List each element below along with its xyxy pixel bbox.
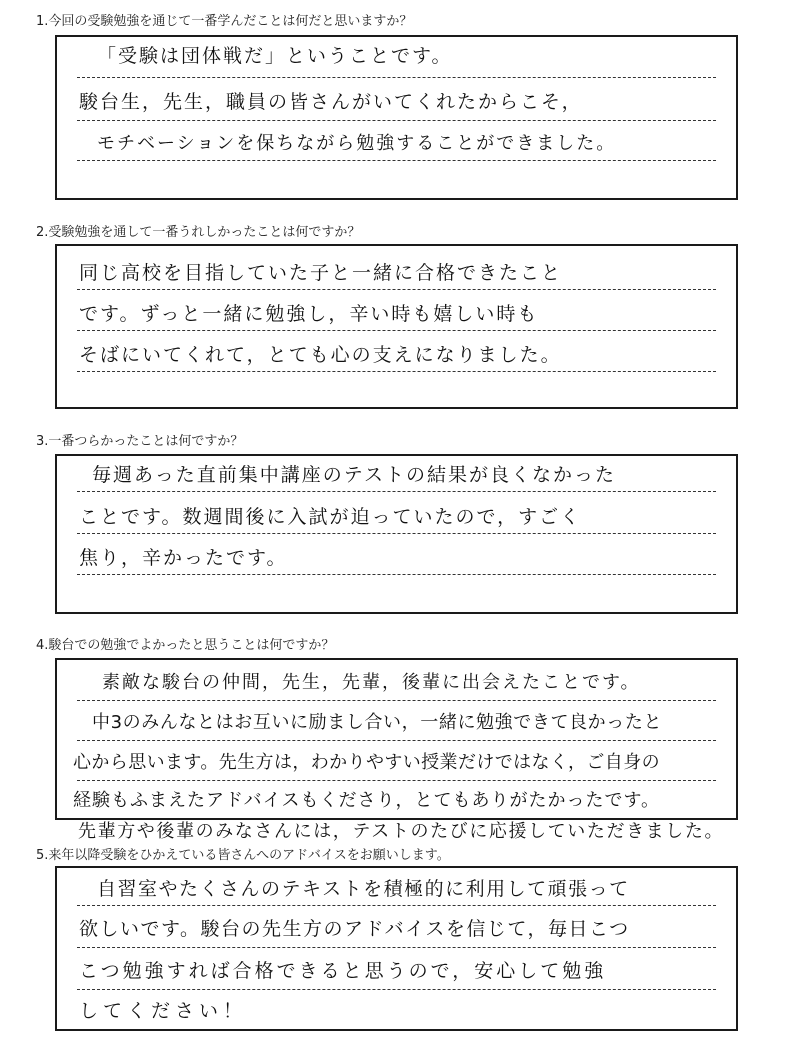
question-1-label: 1.今回の受験勉強を通じて一番学んだことは何だと思いますか？ bbox=[36, 14, 413, 29]
answer-box-5 bbox=[55, 866, 738, 1031]
answer-3-line-2: ことです。数週間後に入試が迫っていたので，すごく bbox=[79, 506, 582, 528]
rule-line bbox=[77, 491, 716, 492]
answer-4-line-3: 心から思います。先生方は，わかりやすい授業だけではなく，ご自身の bbox=[73, 752, 660, 773]
rule-line bbox=[77, 289, 716, 290]
question-3-label: 3.一番つらかったことは何ですか？ bbox=[36, 434, 244, 449]
answer-4-line-4: 経験もふまえたアドバイスもくださり，とてもありがたかったです。 bbox=[73, 790, 661, 811]
answer-2-line-3: そばにいてくれて，とても心の支えになりました。 bbox=[79, 344, 562, 366]
rule-line bbox=[77, 77, 716, 78]
rule-line bbox=[77, 574, 716, 575]
rule-line bbox=[77, 780, 716, 781]
answer-4-overflow-line: 先輩方や後輩のみなさんには，テストのたびに応援していただきました。 bbox=[78, 821, 725, 842]
rule-line bbox=[77, 740, 716, 741]
rule-line bbox=[77, 947, 716, 948]
answer-1-line-2: 駿台生，先生，職員の皆さんがいてくれたからこそ， bbox=[79, 91, 583, 113]
question-4-label: 4.駿台での勉強でよかったと思うことは何ですか？ bbox=[36, 638, 335, 653]
answer-3-line-3: 焦り，辛かったです。 bbox=[79, 547, 288, 569]
rule-line bbox=[77, 120, 716, 121]
answer-2-line-2: です。ずっと一緒に勉強し，辛い時も嬉しい時も bbox=[79, 303, 539, 325]
question-2-label: 2.受験勉強を通して一番うれしかったことは何ですか？ bbox=[36, 225, 361, 240]
question-5-label: 5.来年以降受験をひかえている皆さんへのアドバイスをお願いします。 bbox=[36, 848, 450, 863]
answer-2-line-1: 同じ高校を目指していた子と一緒に合格できたこと bbox=[79, 262, 563, 284]
answer-5-line-3: こつ勉強すれば合格できると思うので，安心して勉強 bbox=[79, 960, 607, 982]
answer-box-4 bbox=[55, 658, 738, 820]
rule-line bbox=[77, 905, 716, 906]
rule-line bbox=[77, 160, 716, 161]
rule-line bbox=[77, 371, 716, 372]
answer-box-3 bbox=[55, 454, 738, 614]
answer-5-line-2: 欲しいです。駿台の先生方のアドバイスを信じて，毎日こつ bbox=[79, 918, 630, 940]
answer-5-line-4: してください！ bbox=[79, 1000, 248, 1022]
rule-line bbox=[77, 989, 716, 990]
answer-4-line-2: 中3のみんなとはお互いに励まし合い，一緒に勉強できて良かったと bbox=[92, 712, 663, 733]
answer-1-line-3: モチベーションを保ちながら勉強することができました。 bbox=[97, 133, 617, 154]
answer-4-line-1: 素敵な駿台の仲間，先生，先輩，後輩に出会えたことです。 bbox=[102, 672, 641, 693]
rule-line bbox=[77, 533, 716, 534]
answer-box-1 bbox=[55, 35, 738, 200]
answer-1-line-1: 「受験は団体戦だ」ということです。 bbox=[97, 45, 453, 67]
answer-5-line-1: 自習室やたくさんのテキストを積極的に利用して頑張って bbox=[97, 878, 630, 900]
answer-3-line-1: 毎週あった直前集中講座のテストの結果が良くなかった bbox=[92, 464, 617, 486]
rule-line bbox=[77, 700, 716, 701]
answer-box-2 bbox=[55, 244, 738, 409]
rule-line bbox=[77, 330, 716, 331]
